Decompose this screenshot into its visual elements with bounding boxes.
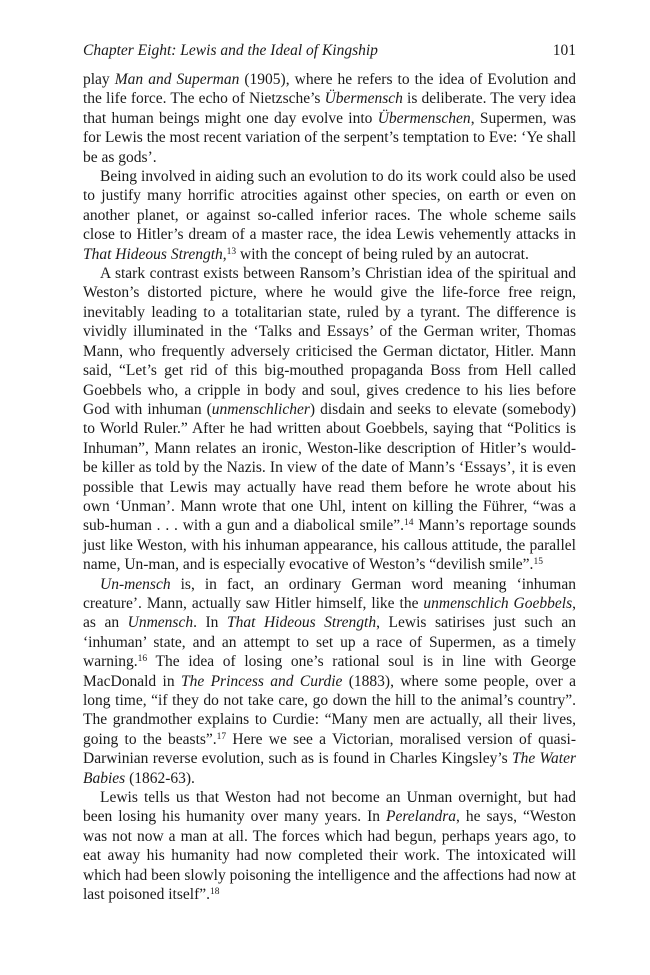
italic-text: The Princess and Curdie: [180, 672, 343, 690]
italic-text: Übermensch: [324, 90, 403, 108]
italic-text: The Water Babies: [83, 750, 576, 787]
body-text: [83, 70, 576, 904]
text-run: (1905), where he refers to the idea of Evolution and the life force. The echo of Nietzsche’s: [83, 71, 576, 108]
text-run: ,: [222, 245, 227, 263]
footnote-marker: 18: [210, 886, 220, 897]
footnote-marker: 14: [403, 518, 414, 529]
running-head: [83, 42, 576, 62]
text-run: (1883), where some people, over a long time, “if they do not take care, go down the hill to the animal’s country”. The grandmother explains to Curdie: “Many men are actually, all their lives, going to the beasts”.: [83, 672, 576, 748]
footnote-marker: 17: [216, 731, 227, 742]
footnote-marker: 16: [137, 653, 148, 664]
page-number: 101: [552, 42, 576, 59]
text-run: , Lewis satirises just such an ‘inhuman’ state, and an attempt to set up a race of Supermen, as a timely warning.: [83, 614, 576, 671]
italic-text: That Hideous Strength: [226, 614, 377, 632]
italic-text: Unmensch: [127, 614, 194, 632]
text-run: is, in fact, an ordinary German word meaning ‘inhuman creature’. Mann, actually saw Hitler himself, like the: [83, 575, 576, 612]
italic-text: Perelandra: [386, 808, 457, 826]
italic-text: unmenschlicher: [211, 400, 310, 418]
text-run: Being involved in aiding such an evolution to do its work could also be used to justify many horrific atrocities against other species, on earth or even on another planet, or against so-called inferior races. The whole scheme sails close to Hitler’s dream of a master race, the idea Lewis vehemently attacks in: [83, 168, 576, 244]
text-run: A stark contrast exists between Ransom’s Christian idea of the spiritual and Weston’s distorted picture, where he would give the life-force free reign, inevitably leading to a totalitarian state, ruled by a tyrant. The difference is vividly illuminated in the ‘Talks and Essays’ of the German writer, Thomas Mann, who frequently adversely criticised the German dictator, Hitler. Mann said, “Let’s get rid of this big-mouthed propaganda Boss from Hell called Goebbels who, a cripple in body and soul, gives credence to his lies before God with inhuman (: [83, 265, 576, 418]
footnote-marker: 13: [226, 246, 237, 257]
text-run: , he says, “Weston was not now a man at all. The forces which had begun, perhaps years ago, to eat away his humanity had now completed their work. The intoxicated will which had been slowly poisoning the intelligence and the affections had now at last poisoned itself”.: [83, 808, 576, 904]
paragraph: [83, 167, 576, 264]
italic-text: unmenschlich Goebbels: [423, 594, 573, 612]
italic-text: That Hideous Strength: [83, 245, 223, 263]
text-run: (1862-63).: [125, 769, 195, 787]
footnote-marker: 15: [533, 556, 543, 567]
paragraph: [83, 70, 576, 167]
running-title: Chapter Eight: Lewis and the Ideal of Kingship: [83, 42, 378, 59]
italic-text: Man and Superman: [114, 71, 240, 88]
text-run: play: [83, 71, 115, 88]
text-run: is deliberate. The very idea that human beings might one day evolve into: [83, 90, 576, 127]
text-run: Lewis tells us that Weston had not become an Unman overnight, but had been losing his humanity over many years. In: [83, 789, 576, 826]
paragraph: [83, 788, 576, 904]
text-run: . In: [193, 614, 227, 632]
text-run: Mann’s reportage sounds just like Weston, with his inhuman appearance, his callous attitude, the parallel name, Un-man, and is especially evocative of Weston’s “devilish smile”.: [83, 517, 576, 574]
text-run: Here we see a Victorian, moralised version of quasi-Darwinian reverse evolution, such as is found in Charles Kingsley’s: [83, 730, 576, 768]
paragraph: [83, 575, 576, 788]
italic-text: Un-mensch: [100, 575, 171, 593]
italic-text: Übermenschen: [377, 109, 471, 127]
text-run: with the concept of being ruled by an autocrat.: [236, 245, 529, 263]
text-run: , Supermen, was for Lewis the most recent variation of the serpent’s temptation to Eve: ‘Ye shall be as gods’.: [83, 109, 577, 166]
paragraph: [83, 264, 576, 575]
text-run: The idea of losing one’s rational soul is in line with George MacDonald in: [83, 653, 576, 690]
text-run: , as an: [83, 594, 576, 632]
text-run: ) disdain and seeks to elevate (somebody) to World Ruler.” After he had written about Goebbels, saying that “Politics is Inhuman”, Mann relates an ironic, Weston-like description of Hitler’s would-be killer as told by the Nazis. In view of the date of Mann’s ‘Essays’, it is even possible that Lewis may actually have read them before he wrote about his own ‘Unman’. Mann wrote that one Uhl, intent on killing the Führer, “was a sub-human . . . with a gun and a diabolical smile”.: [83, 400, 576, 535]
